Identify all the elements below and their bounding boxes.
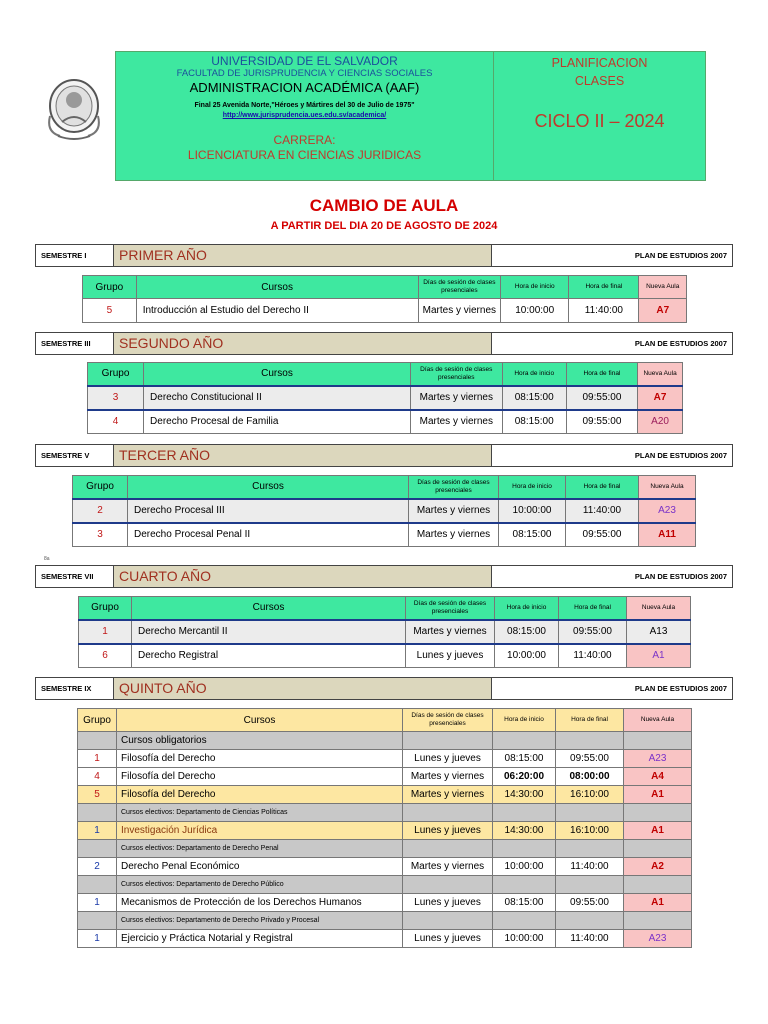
course-end: 16:10:00 (556, 786, 624, 804)
year-label: PRIMER AÑO (114, 245, 492, 266)
admin-name: ADMINISTRACION ACADÉMICA (AAF) (189, 80, 420, 95)
course-table (82, 275, 687, 323)
page-subtitle: A PARTIR DEL DIA 20 DE AGOSTO DE 2024 (270, 220, 498, 232)
course-start: 08:15:00 (493, 750, 556, 768)
institution-info (116, 52, 494, 180)
course-room: A23 (624, 750, 692, 768)
course-start: 14:30:00 (493, 822, 556, 840)
course-name: Derecho Procesal de Familia (144, 410, 411, 434)
group-number: 3 (88, 386, 144, 410)
section-label: Cursos obligatorios (117, 732, 403, 750)
col-courses: Cursos (128, 476, 409, 499)
semester-bar (35, 332, 733, 355)
course-end: 09:55:00 (566, 523, 639, 547)
semester-bar (35, 444, 733, 467)
group-number: 1 (78, 930, 117, 948)
course-days: Martes y viernes (403, 786, 493, 804)
col-days: Días de sesión de clases presenciales (409, 476, 499, 499)
section-label: Cursos electivos: Departamento de Derecho Privado y Procesal (117, 912, 403, 930)
page-title: CAMBIO DE AULA (309, 196, 459, 215)
course-days: Martes y viernes (418, 299, 501, 323)
col-days: Días de sesión de clases presenciales (406, 597, 495, 620)
year-label: CUARTO AÑO (114, 566, 492, 587)
col-group: Grupo (73, 476, 128, 499)
course-start: 08:15:00 (502, 386, 566, 410)
group-number: 1 (78, 822, 117, 840)
course-room: A1 (627, 644, 691, 668)
course-end: 09:55:00 (556, 894, 624, 912)
course-end: 16:10:00 (556, 822, 624, 840)
course-days: Martes y viernes (403, 858, 493, 876)
course-start: 14:30:00 (493, 786, 556, 804)
section-label: Cursos electivos: Departamento de Derecho Público (117, 876, 403, 894)
university-seal-icon (44, 76, 104, 142)
col-room: Nueva Aula (639, 476, 696, 499)
year-label: TERCER AÑO (114, 445, 492, 466)
col-end: Hora de final (559, 597, 627, 620)
course-end: 11:40:00 (566, 499, 639, 523)
course-room: A2 (624, 858, 692, 876)
course-table (72, 475, 696, 547)
col-group: Grupo (88, 363, 144, 386)
col-start: Hora de inicio (493, 709, 556, 732)
course-start: 10:00:00 (499, 499, 566, 523)
group-number: 1 (79, 620, 132, 644)
col-start: Hora de inicio (501, 276, 569, 299)
col-room: Nueva Aula (638, 363, 683, 386)
course-start: 06:20:00 (493, 768, 556, 786)
course-name: Filosofía del Derecho (117, 768, 403, 786)
footnote-mark: 8a (44, 556, 50, 562)
group-number: 5 (83, 299, 137, 323)
document-header (115, 51, 706, 181)
course-room: A7 (639, 299, 687, 323)
faculty-name: FACULTAD DE JURISPRUDENCIA Y CIENCIAS SOCIALES (176, 68, 433, 79)
planning-title: PLANIFICACION (551, 56, 648, 70)
col-group: Grupo (79, 597, 132, 620)
course-start: 10:00:00 (493, 858, 556, 876)
course-name: Derecho Registral (132, 644, 406, 668)
group-number: 1 (78, 894, 117, 912)
group-number: 3 (73, 523, 128, 547)
course-room: A11 (639, 523, 696, 547)
year-label: SEGUNDO AÑO (114, 333, 492, 354)
course-days: Martes y viernes (406, 620, 495, 644)
col-group: Grupo (83, 276, 137, 299)
semester-label: SEMESTRE IX (36, 678, 114, 699)
plan-label: PLAN DE ESTUDIOS 2007 (634, 339, 727, 348)
course-start: 08:15:00 (495, 620, 559, 644)
course-room: A13 (627, 620, 691, 644)
col-start: Hora de inicio (502, 363, 566, 386)
group-number: 4 (88, 410, 144, 434)
course-start: 10:00:00 (501, 299, 569, 323)
course-room: A23 (624, 930, 692, 948)
col-end: Hora de final (569, 276, 639, 299)
course-name: Introducción al Estudio del Derecho II (136, 299, 418, 323)
col-courses: Cursos (136, 276, 418, 299)
course-start: 10:00:00 (495, 644, 559, 668)
course-name: Mecanismos de Protección de los Derechos Humanos (117, 894, 403, 912)
course-room: A4 (624, 768, 692, 786)
course-table (87, 362, 683, 434)
semester-label: SEMESTRE I (36, 245, 114, 266)
col-courses: Cursos (117, 709, 403, 732)
course-days: Lunes y jueves (403, 750, 493, 768)
semester-label: SEMESTRE VII (36, 566, 114, 587)
course-room: A20 (638, 410, 683, 434)
col-courses: Cursos (132, 597, 406, 620)
course-end: 09:55:00 (566, 386, 637, 410)
course-end: 11:40:00 (559, 644, 627, 668)
course-end: 11:40:00 (556, 858, 624, 876)
course-name: Filosofía del Derecho (117, 786, 403, 804)
semester-label: SEMESTRE V (36, 445, 114, 466)
group-number: 5 (78, 786, 117, 804)
course-room: A1 (624, 894, 692, 912)
career-label: CARRERA: (273, 133, 336, 147)
group-number: 2 (73, 499, 128, 523)
col-group: Grupo (78, 709, 117, 732)
course-days: Lunes y jueves (403, 894, 493, 912)
course-room: A7 (638, 386, 683, 410)
col-start: Hora de inicio (495, 597, 559, 620)
course-start: 08:15:00 (493, 894, 556, 912)
course-start: 08:15:00 (502, 410, 566, 434)
course-name: Filosofía del Derecho (117, 750, 403, 768)
course-days: Martes y viernes (410, 386, 502, 410)
col-end: Hora de final (566, 476, 639, 499)
university-name: UNIVERSIDAD DE EL SALVADOR (211, 54, 398, 68)
col-room: Nueva Aula (624, 709, 692, 732)
col-room: Nueva Aula (627, 597, 691, 620)
semester-bar (35, 677, 733, 700)
course-end: 11:40:00 (569, 299, 639, 323)
course-name: Investigación Jurídica (117, 822, 403, 840)
course-room: A1 (624, 822, 692, 840)
course-table (78, 596, 691, 668)
year-label: QUINTO AÑO (114, 678, 492, 699)
course-days: Martes y viernes (410, 410, 502, 434)
course-end: 08:00:00 (556, 768, 624, 786)
plan-label: PLAN DE ESTUDIOS 2007 (634, 451, 727, 460)
course-end: 09:55:00 (556, 750, 624, 768)
semester-bar (35, 244, 733, 267)
section-label: Cursos electivos: Departamento de Ciencias Políticas (117, 804, 403, 822)
course-days: Martes y viernes (409, 499, 499, 523)
cycle-label: CICLO II – 2024 (534, 111, 665, 131)
course-name: Derecho Procesal Penal II (128, 523, 409, 547)
course-end: 11:40:00 (556, 930, 624, 948)
course-room: A1 (624, 786, 692, 804)
col-start: Hora de inicio (499, 476, 566, 499)
group-number: 1 (78, 750, 117, 768)
course-days: Martes y viernes (409, 523, 499, 547)
plan-label: PLAN DE ESTUDIOS 2007 (634, 572, 727, 581)
course-start: 08:15:00 (499, 523, 566, 547)
group-number: 4 (78, 768, 117, 786)
course-days: Lunes y jueves (403, 822, 493, 840)
course-start: 10:00:00 (493, 930, 556, 948)
course-days: Lunes y jueves (406, 644, 495, 668)
course-days: Lunes y jueves (403, 930, 493, 948)
col-days: Días de sesión de clases presenciales (418, 276, 501, 299)
course-room: A23 (639, 499, 696, 523)
course-name: Derecho Mercantil II (132, 620, 406, 644)
col-days: Días de sesión de clases presenciales (403, 709, 493, 732)
semester-bar (35, 565, 733, 588)
course-name: Derecho Procesal III (128, 499, 409, 523)
col-end: Hora de final (566, 363, 637, 386)
course-end: 09:55:00 (566, 410, 637, 434)
plan-label: PLAN DE ESTUDIOS 2007 (634, 251, 727, 260)
col-room: Nueva Aula (639, 276, 687, 299)
planning-info (494, 52, 705, 180)
col-courses: Cursos (144, 363, 411, 386)
group-number: 6 (79, 644, 132, 668)
website-link[interactable]: http://www.jurisprudencia.ues.edu.sv/academica/ (222, 112, 387, 119)
course-table (77, 708, 692, 948)
semester-label: SEMESTRE III (36, 333, 114, 354)
course-name: Derecho Constitucional II (144, 386, 411, 410)
section-label: Cursos electivos: Departamento de Derecho Penal (117, 840, 403, 858)
col-days: Días de sesión de clases presenciales (410, 363, 502, 386)
plan-label: PLAN DE ESTUDIOS 2007 (634, 684, 727, 693)
course-name: Ejercicio y Práctica Notarial y Registral (117, 930, 403, 948)
address-text: Final 25 Avenida Norte,"Héroes y Mártires del 30 de Julio de 1975" (194, 102, 415, 109)
col-end: Hora de final (556, 709, 624, 732)
course-name: Derecho Penal Económico (117, 858, 403, 876)
course-end: 09:55:00 (559, 620, 627, 644)
course-days: Martes y viernes (403, 768, 493, 786)
planning-subtitle: CLASES (574, 74, 625, 88)
group-number: 2 (78, 858, 117, 876)
career-name: LICENCIATURA EN CIENCIAS JURIDICAS (187, 148, 422, 162)
